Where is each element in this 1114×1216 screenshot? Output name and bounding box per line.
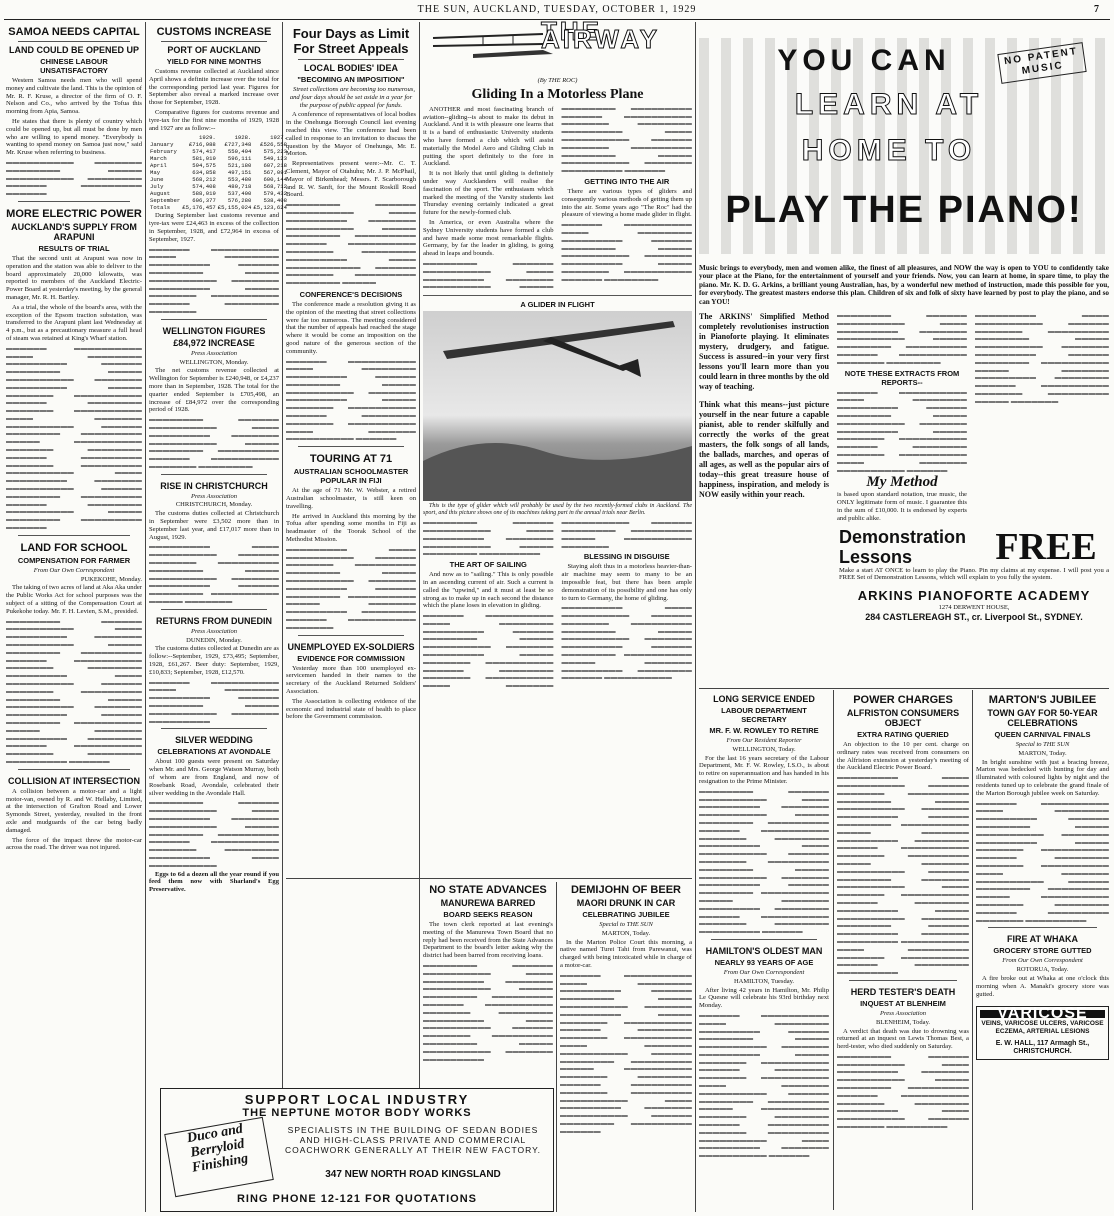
table-cell: April: [150, 162, 167, 170]
subhead: INQUEST AT BLENHEIM: [860, 998, 946, 1008]
column-demijohn: [560, 882, 692, 1212]
piano-banner: [699, 24, 1109, 264]
table-cell: 600,144: [263, 176, 287, 184]
dateline: ROTORUA, Today.: [1016, 966, 1069, 974]
subhead: EXTRA RATING QUERIED: [857, 730, 949, 739]
credit-line: From Our Own Correspondent: [1002, 957, 1083, 965]
credit-line: Press Association: [190, 349, 238, 357]
article-text: A fire broke out at Whaka at one o'clock this morning when A. Manaki's grocery store was gutted.: [976, 974, 1109, 998]
free-offer-text: Make a start AT ONCE to learn to play the Piano. Pin my claims at my expense. I will post you a FREE Set of Demonstration Lessons, which will explain to you fully the system.: [839, 566, 1109, 582]
table-cell: £716,988: [188, 141, 216, 149]
column-filler: ▬▬▬▬▬▬▬▬ ▬▬▬▬▬▬ ▬▬▬▬▬▬▬▬▬▬ ▬▬▬▬ ▬▬▬▬▬▬▬▬▬ ▬▬▬▬▬▬▬ ▬▬▬▬▬▬▬▬▬▬ ▬▬▬▬▬ ▬▬▬▬▬▬▬▬ ▬▬▬▬▬▬▬▬▬ ▬▬▬▬▬▬ ▬▬▬▬▬▬▬▬▬▬ ▬▬▬▬▬▬▬ ▬▬▬▬▬▬▬▬ ▬▬▬▬▬▬▬▬▬ ▬▬▬▬ ▬▬▬▬▬▬▬▬▬▬ ▬▬▬▬▬▬ ▬▬▬▬▬▬▬ ▬▬▬▬▬▬▬▬▬: [837, 1052, 969, 1131]
headline-herd-tester: HERD TESTER'S DEATH: [850, 986, 956, 997]
free-heading: FREE: [995, 525, 1097, 568]
article-text: The town clerk reported at last evening's meeting of the Manurewa Town Board that no reply had been received from the State Advances Department to the board's letter asking why the district had been barred from receiving loans.: [423, 921, 553, 960]
headline-christchurch: RISE IN CHRISTCHURCH: [160, 480, 268, 491]
column-filler: ▬▬▬▬▬▬▬▬ ▬▬▬▬▬▬ ▬▬▬▬▬▬▬▬▬▬ ▬▬▬▬ ▬▬▬▬▬▬▬▬▬ ▬▬▬▬▬▬▬ ▬▬▬▬▬▬▬▬▬▬ ▬▬▬▬▬ ▬▬▬▬▬▬▬▬ ▬▬▬▬▬▬▬▬▬ ▬▬▬▬▬▬ ▬▬▬▬▬▬▬▬▬▬ ▬▬▬▬▬▬▬ ▬▬▬▬▬▬▬▬ ▬▬▬▬▬▬▬▬▬ ▬▬▬▬ ▬▬▬▬▬▬▬▬▬▬ ▬▬▬▬▬▬ ▬▬▬▬▬▬▬ ▬▬▬▬▬▬▬▬▬ ▬▬▬▬▬▬▬▬ ▬▬▬▬▬ ▬▬▬▬▬▬▬▬▬▬ ▬▬▬▬▬▬▬ ▬▬▬▬▬▬▬▬▬ ▬▬▬▬▬▬ ▬▬▬▬▬▬▬▬ ▬▬▬▬▬▬▬▬▬▬ ▬▬▬▬▬ ▬▬▬▬▬▬▬ ▬▬▬▬▬▬▬▬▬ ▬▬▬▬▬▬▬▬ ▬▬▬▬▬▬ ▬▬▬▬▬▬▬▬▬▬ ▬▬▬▬▬▬▬ ▬▬▬▬▬▬▬▬ ▬▬▬▬▬▬▬▬▬ ▬▬▬▬▬▬: [6, 617, 142, 765]
credit-line: Press Association: [190, 627, 238, 635]
subhead: EVIDENCE FOR COMMISSION: [297, 653, 405, 663]
divider: [988, 927, 1097, 928]
table-cell: 538,408: [263, 197, 287, 205]
banner-line-4: PLAY THE PIANO!: [725, 189, 1083, 231]
article-text: He arrived in Auckland this morning by the Tofua after spending some months in Fiji as headmaster of the Toorak School of the Methodist Mission.: [286, 512, 416, 544]
table-cell: 568,712: [263, 183, 287, 191]
column-3: [286, 24, 416, 874]
column-filler: ▬▬▬▬▬▬▬▬▬ ▬▬▬▬ ▬▬▬▬▬▬▬▬▬▬ ▬▬▬▬▬▬ ▬▬▬▬▬▬▬ ▬▬▬▬▬▬▬▬▬ ▬▬▬▬▬▬▬▬ ▬▬▬▬▬ ▬▬▬▬▬▬▬▬▬▬ ▬▬▬▬▬▬▬ ▬▬▬▬▬▬▬▬▬ ▬▬▬▬▬▬ ▬▬▬▬▬▬▬▬ ▬▬▬▬▬▬▬▬▬▬ ▬▬▬▬▬ ▬▬▬▬▬▬▬ ▬▬▬▬▬▬▬▬▬ ▬▬▬▬▬▬▬▬ ▬▬▬▬▬▬ ▬▬▬▬▬▬▬▬▬▬ ▬▬▬▬▬▬▬: [286, 545, 416, 631]
headline-samoa: SAMOA NEEDS CAPITAL: [8, 26, 140, 38]
piano-col-a: [699, 312, 829, 523]
subhead: GROCERY STORE GUTTED: [993, 946, 1092, 956]
subhead: "BECOMING AN IMPOSITION": [297, 75, 405, 84]
airway-body: [423, 105, 692, 291]
subhead: QUEEN CARNIVAL FINALS: [994, 730, 1091, 739]
divider: [298, 446, 404, 447]
article-text: About 100 guests were present on Saturday when Mr. and Mrs. George Watson Murray, both of whom are from England, and now of Rosebank Road, Avondale, celebrated their silver wedding in the Avondale Hall.: [149, 758, 279, 797]
column-filler: ▬▬▬▬▬▬ ▬▬▬▬▬▬▬▬▬▬ ▬▬▬▬ ▬▬▬▬▬▬▬▬ ▬▬▬▬▬▬▬▬▬ ▬▬▬▬▬▬ ▬▬▬▬▬▬▬▬ ▬▬▬▬▬ ▬▬▬▬▬▬▬▬▬▬ ▬▬▬▬▬▬▬ ▬▬▬▬▬▬▬▬▬ ▬▬▬▬▬ ▬▬▬▬▬▬▬ ▬▬▬▬▬▬▬▬▬▬ ▬▬▬▬▬▬ ▬▬▬▬▬▬▬▬ ▬▬▬▬▬▬▬ ▬▬▬▬▬▬▬▬▬▬ ▬▬▬▬ ▬▬▬▬▬▬▬ ▬▬▬▬▬▬▬▬▬▬ ▬▬▬▬▬▬ ▬▬▬▬▬▬▬▬ ▬▬▬▬▬▬▬▬▬ ▬▬▬▬▬ ▬▬▬▬▬▬▬▬▬▬ ▬▬▬▬▬▬▬: [423, 519, 692, 690]
column-rule: [419, 22, 420, 1212]
subhead: COMPENSATION FOR FARMER: [17, 555, 131, 565]
dateline: PUKEKOHE, Monday.: [80, 575, 142, 583]
table-cell: 550,494: [227, 148, 252, 156]
headline-electric: MORE ELECTRIC POWER: [6, 207, 142, 220]
dateline: MARTON, Today.: [601, 929, 651, 937]
divider: [161, 728, 267, 729]
table-row: [149, 162, 288, 169]
article-text: During September last customs revenue and tyre-tax were £24,463 in excess of the collection in September, 1928, and £72,964 in excess of September, 1927.: [149, 212, 279, 243]
table-cell: August: [150, 190, 171, 198]
article-text: The net customs revenue collected at Wellington for September is £240,948, or £4,237 more than in September, 1928. The total for the quarter ended September is £705,498, an increase of £84,972 over the corresponding period of 1928.: [149, 367, 279, 414]
column-filler: ▬▬▬▬▬▬ ▬▬▬▬▬▬▬▬▬▬ ▬▬▬▬ ▬▬▬▬▬▬▬▬ ▬▬▬▬▬▬▬▬▬ ▬▬▬▬▬▬ ▬▬▬▬▬▬▬▬ ▬▬▬▬▬ ▬▬▬▬▬▬▬▬▬▬ ▬▬▬▬▬▬▬ ▬▬▬▬▬▬▬▬▬ ▬▬▬▬▬ ▬▬▬▬▬▬▬ ▬▬▬▬▬▬▬▬▬▬ ▬▬▬▬▬▬ ▬▬▬▬▬▬▬▬ ▬▬▬▬▬▬▬ ▬▬▬▬▬▬▬▬▬▬ ▬▬▬▬ ▬▬▬▬▬▬▬ ▬▬▬▬▬▬▬▬▬▬ ▬▬▬▬▬▬: [286, 357, 416, 443]
article-text: A collision between a motor-car and a light motor-van, owned by R. and W. Hellaby, Limited, at the intersection of Grafton Road and Lower Symonds Street, yesterday, resulted in the front axle and mudguards of the car being badly damaged.: [6, 787, 142, 834]
airway-logo: [423, 16, 692, 76]
table-cell: £5,155,024: [217, 204, 252, 212]
table-cell: 607,218: [263, 162, 287, 170]
article-text: That the second unit at Arapuni was now in operation and the station was able to deliver to the board approximately 20,000 kilowatts, was reported to members of the Auckland Electric-Power Board at yesterday's meeting, by the general manager, Mr. R. H. Bartley.: [6, 254, 142, 301]
headline-state-advances: NO STATE ADVANCES: [429, 884, 547, 896]
dateline: WELLINGTON, Monday.: [179, 358, 249, 366]
academy-street: 284 CASTLEREAGH ST., cr. Liverpool St., SYDNEY.: [865, 612, 1083, 623]
piano-col-b: [837, 312, 967, 523]
table-header: [149, 134, 181, 141]
headline-street-appeals: Four Days as Limit For Street Appeals: [292, 26, 410, 56]
article-text: The customs duties collected at Christchurch in September were £3,502 more than in September last year, and £17,017 more than in August, 1929.: [149, 510, 279, 541]
subhead: TOWN GAY FOR 50-YEAR CELEBRATIONS: [987, 708, 1098, 728]
column-9: [976, 692, 1109, 1210]
table-header: 1927.: [270, 134, 287, 142]
subhead: LABOUR DEPARTMENT SECRETARY: [721, 706, 807, 724]
airway-title: THE AIRWAY: [541, 16, 661, 54]
headline-wellington: WELLINGTON FIGURES: [162, 325, 266, 336]
varicose-brand: VARICOSE: [980, 1010, 1105, 1018]
table-header: 1928.: [234, 134, 252, 142]
photo-caption-title: A GLIDER IN FLIGHT: [520, 300, 595, 310]
table-cell: May: [150, 169, 161, 177]
demo-heading-1: Demonstration: [839, 526, 967, 547]
article-text: The force of the impact threw the motor-car across the road. The driver was not injured.: [6, 836, 142, 852]
article-text: Staying aloft thus in a motorless heavier-than-air machine may seem to many to be an impossible feat, but there has been ample demonstration of its possibility and one has only to turn to Germany, the home of gliding.: [561, 563, 692, 602]
table-cell: 567,091: [263, 169, 287, 177]
divider: [161, 474, 267, 475]
divider: [699, 688, 1109, 689]
ad-company: THE NEPTUNE MOTOR BODY WORKS: [242, 1107, 472, 1119]
ad-arkins-piano: [699, 24, 1109, 684]
subhead: BOARD SEEKS REASON: [443, 910, 533, 919]
table-row: [149, 148, 288, 155]
divider: [18, 201, 130, 202]
table-cell: 537,400: [227, 190, 252, 198]
table-cell: 497,151: [227, 169, 252, 177]
dateline: CHRISTCHURCH, Monday.: [175, 501, 253, 509]
headline-long-service: LONG SERVICE ENDED: [713, 694, 815, 704]
subhead: AUSTRALIAN SCHOOLMASTER POPULAR IN FIJI: [293, 467, 409, 486]
article-text: Customs revenue collected at Auckland since April shows a definite increase over the total for the corresponding period last year. Figures for September also reveal a marked increase over those for September, 1928.: [149, 68, 279, 107]
credit-line: Press Association: [879, 1009, 927, 1017]
table-row: [149, 141, 288, 148]
article-text: In America, or even Australia where the Sydney University students have formed a club and have made some most remarkable flights. Germany, by far the leader in gliding, is going ahead in leaps and bounds.: [423, 218, 554, 258]
table-cell: 596,111: [227, 155, 252, 163]
column-filler: ▬▬▬▬▬▬▬▬ ▬▬▬▬▬▬ ▬▬▬▬▬▬▬▬▬▬ ▬▬▬▬ ▬▬▬▬▬▬▬▬▬ ▬▬▬▬▬▬▬ ▬▬▬▬▬▬▬▬▬▬ ▬▬▬▬▬ ▬▬▬▬▬▬▬▬ ▬▬▬▬▬▬▬▬▬ ▬▬▬▬▬▬ ▬▬▬▬▬▬▬▬▬▬ ▬▬▬▬▬▬▬ ▬▬▬▬▬▬▬▬ ▬▬▬▬▬▬▬▬▬ ▬▬▬▬ ▬▬▬▬▬▬▬▬▬▬▬ ▬▬▬▬▬▬ ▬▬▬▬▬▬▬ ▬▬▬▬▬▬▬▬▬ ▬▬▬▬▬▬▬▬ ▬▬▬▬▬: [286, 201, 416, 287]
piano-intro: Music brings to everybody, men and women alike, the finest of all pleasures, and NOW the way is open to YOU to confidently take your place at the Piano, for the entertainment of yourself and your friends. Now, you can learn at home, in spare time, to play the piano. Mr. K. D. G. Arkins, a brilliant young Australian, has, by a wonderful new method of instruction, made this possible for you, for everybody. The greatest masters endorse this plan. Children of six and folk of sixty have learned by post to play the piano, and so can YOU!: [699, 264, 1109, 306]
piano-my-method: My Method: [866, 474, 938, 491]
subhead: LOCAL BODIES' IDEA: [304, 63, 398, 73]
ad-varicose: [976, 1006, 1109, 1059]
column-filler: ▬▬▬▬▬▬ ▬▬▬▬▬▬▬▬▬▬ ▬▬▬▬ ▬▬▬▬▬▬▬▬ ▬▬▬▬▬▬▬▬▬ ▬▬▬▬▬▬ ▬▬▬▬▬▬▬▬ ▬▬▬▬▬ ▬▬▬▬▬▬▬▬▬▬ ▬▬▬▬▬▬▬ ▬▬▬▬▬▬▬▬▬ ▬▬▬▬▬ ▬▬▬▬▬▬▬ ▬▬▬▬▬▬▬▬▬▬ ▬▬▬▬▬▬ ▬▬▬▬▬▬▬▬ ▬▬▬▬▬▬▬: [149, 245, 279, 315]
table-row: [149, 155, 288, 162]
glider-photo: [423, 311, 692, 501]
article-text: An objection to the 10 per cent. charge on ordinary rates was received from consumers on the Alfriston extension at yesterday's meeting of the Auckland Electric Power Board.: [837, 741, 969, 772]
table-row: [149, 190, 288, 197]
article-text: The taking of two acres of land at Aka Aka under the Public Works Act for school purposes was the subject of a sitting of the Compensation Court at Pukekohe today. Mr. F. H. Levien, S.M., presided.: [6, 584, 143, 615]
article-text: At the age of 71 Mr. W. Webster, a retired Australian schoolmaster, is still keen on travelling.: [286, 487, 416, 510]
subhead: LAND COULD BE OPENED UP: [8, 45, 139, 55]
subhead: CELEBRATIONS AT AVONDALE: [157, 747, 271, 757]
subhead: £84,972 INCREASE: [173, 337, 255, 348]
headline-collision: COLLISION AT INTERSECTION: [8, 775, 140, 786]
column-filler: ▬▬▬▬▬▬▬▬▬ ▬▬▬▬ ▬▬▬▬▬▬▬▬▬▬ ▬▬▬▬▬▬ ▬▬▬▬▬▬▬ ▬▬▬▬▬▬▬▬▬ ▬▬▬▬▬▬▬▬ ▬▬▬▬▬ ▬▬▬▬▬▬▬▬▬▬ ▬▬▬▬▬▬▬ ▬▬▬▬▬▬▬▬▬ ▬▬▬▬▬▬ ▬▬▬▬▬▬▬▬ ▬▬▬▬▬▬▬▬▬▬ ▬▬▬▬▬ ▬▬▬▬▬▬▬ ▬▬▬▬▬▬▬▬▬ ▬▬▬▬▬▬▬▬ ▬▬▬▬▬▬ ▬▬▬▬▬▬▬▬▬▬ ▬▬▬▬▬▬▬ ▬▬▬▬▬▬▬▬▬ ▬▬▬▬▬ ▬▬▬▬▬▬▬ ▬▬▬▬▬▬▬▬▬▬ ▬▬▬▬▬▬ ▬▬▬▬▬▬▬▬ ▬▬▬▬▬▬▬ ▬▬▬▬▬▬▬▬▬▬ ▬▬▬▬ ▬▬▬▬▬▬▬ ▬▬▬▬▬▬▬▬▬▬ ▬▬▬▬▬▬ ▬▬▬▬▬▬▬▬ ▬▬▬▬▬▬▬▬▬ ▬▬▬▬▬ ▬▬▬▬▬▬▬▬▬▬ ▬▬▬▬▬▬▬ ▬▬▬▬▬▬▬▬ ▬▬▬▬▬▬ ▬▬▬▬▬▬▬▬▬ ▬▬▬▬▬▬▬ ▬▬▬▬▬▬▬▬▬ ▬▬▬▬▬▬▬▬▬▬ ▬▬▬▬ ▬▬▬▬▬▬▬▬▬ ▬▬▬▬▬▬▬ ▬▬▬▬▬▬▬▬▬▬ ▬▬▬▬▬▬ ▬▬▬▬▬▬▬▬ ▬▬▬▬▬▬▬▬▬: [837, 774, 969, 977]
column-filler: ▬▬▬▬▬▬ ▬▬▬▬▬▬▬▬▬▬ ▬▬▬▬ ▬▬▬▬▬▬▬▬ ▬▬▬▬▬▬▬▬▬ ▬▬▬▬▬▬ ▬▬▬▬▬▬▬▬ ▬▬▬▬▬ ▬▬▬▬▬▬▬▬▬▬ ▬▬▬▬▬▬▬ ▬▬▬▬▬▬▬▬▬ ▬▬▬▬▬ ▬▬▬▬▬▬▬ ▬▬▬▬▬▬▬▬▬▬ ▬▬▬▬▬▬ ▬▬▬▬▬▬▬▬ ▬▬▬▬▬▬▬ ▬▬▬▬▬▬▬▬▬▬ ▬▬▬▬ ▬▬▬▬▬▬▬ ▬▬▬▬▬▬▬▬▬▬ ▬▬▬▬▬▬ ▬▬▬▬▬▬▬▬ ▬▬▬▬▬▬▬▬▬ ▬▬▬▬▬ ▬▬▬▬▬▬▬▬▬▬ ▬▬▬▬▬▬▬ ▬▬▬▬▬▬▬▬ ▬▬▬▬▬▬ ▬▬▬▬▬▬▬▬▬ ▬▬▬▬▬▬▬ ▬▬▬▬▬▬▬▬▬ ▬▬▬▬▬▬▬▬▬▬ ▬▬▬▬ ▬▬▬▬▬▬▬▬▬ ▬▬▬▬▬▬▬ ▬▬▬▬▬▬▬▬▬▬ ▬▬▬▬▬▬: [699, 1011, 829, 1160]
table-row: [149, 197, 288, 204]
headline-touring: TOURING AT 71: [309, 453, 393, 466]
table-cell: 480,718: [227, 183, 252, 191]
masthead-title: THE SUN, AUCKLAND, TUESDAY, OCTOBER 1, 1929: [417, 4, 697, 15]
headline-dunedin: RETURNS FROM DUNEDIN: [156, 615, 272, 626]
headline-silver-wedding: SILVER WEDDING: [175, 735, 253, 746]
article-deck: Street collections are becoming too numerous, and four days should be set aside in a year for the purpose of public appeal for funds.: [289, 86, 415, 109]
headline-hamilton: HAMILTON'S OLDEST MAN: [705, 945, 823, 956]
subhead: GETTING INTO THE AIR: [584, 176, 670, 186]
credit-line: From Our Resident Reporter: [726, 737, 802, 744]
divider: [298, 59, 404, 60]
article-text: A verdict that death was due to drowning was returned at an inquest on Lewis Thomas Best, a herd-tester, who died suddenly on Saturday.: [837, 1027, 969, 1051]
column-filler: ▬▬▬▬▬▬ ▬▬▬▬▬▬▬▬▬▬ ▬▬▬▬ ▬▬▬▬▬▬▬▬ ▬▬▬▬▬▬▬▬▬ ▬▬▬▬▬▬ ▬▬▬▬▬▬▬▬ ▬▬▬▬▬ ▬▬▬▬▬▬▬▬▬▬ ▬▬▬▬▬▬▬ ▬▬▬▬▬▬▬▬▬ ▬▬▬▬▬ ▬▬▬▬▬▬▬ ▬▬▬▬▬▬▬▬▬▬ ▬▬▬▬▬▬ ▬▬▬▬▬▬▬▬ ▬▬▬▬▬▬▬ ▬▬▬▬▬▬▬▬▬▬ ▬▬▬▬ ▬▬▬▬▬▬▬ ▬▬▬▬▬▬▬▬▬▬ ▬▬▬▬▬▬ ▬▬▬▬▬▬▬▬ ▬▬▬▬▬▬▬▬▬ ▬▬▬▬▬ ▬▬▬▬▬▬▬▬▬▬ ▬▬▬▬▬▬▬ ▬▬▬▬▬▬▬▬ ▬▬▬▬▬▬ ▬▬▬▬▬▬▬▬▬ ▬▬▬▬▬▬▬ ▬▬▬▬▬▬▬▬▬ ▬▬▬▬▬▬▬▬▬▬ ▬▬▬▬ ▬▬▬▬▬▬▬▬▬ ▬▬▬▬▬▬▬ ▬▬▬▬▬▬▬▬▬▬ ▬▬▬▬▬▬ ▬▬▬▬▬▬▬▬ ▬▬▬▬▬▬▬▬▬ ▬▬▬▬▬▬: [560, 971, 692, 1135]
column-filler: ▬▬▬▬▬▬ ▬▬▬▬▬▬▬▬▬▬ ▬▬▬▬ ▬▬▬▬▬▬▬▬ ▬▬▬▬▬▬▬▬▬ ▬▬▬▬▬▬ ▬▬▬▬▬▬▬▬ ▬▬▬▬▬ ▬▬▬▬▬▬▬▬▬▬ ▬▬▬▬▬▬▬ ▬▬▬▬▬▬▬▬▬: [149, 678, 279, 725]
table-cell: 581,019: [192, 155, 216, 163]
subhead: CHINESE LABOUR UNSATISFACTORY: [40, 57, 108, 75]
divider: [18, 535, 130, 536]
column-filler: ▬▬▬▬▬▬▬▬▬ ▬▬▬▬ ▬▬▬▬▬▬▬▬▬▬ ▬▬▬▬▬▬ ▬▬▬▬▬▬▬ ▬▬▬▬▬▬▬▬▬ ▬▬▬▬▬▬▬▬ ▬▬▬▬▬ ▬▬▬▬▬▬▬▬▬▬ ▬▬▬▬▬▬▬ ▬▬▬▬▬▬▬▬▬ ▬▬▬▬▬▬ ▬▬▬▬▬▬▬▬ ▬▬▬▬▬▬▬▬▬▬ ▬▬▬▬▬ ▬▬▬▬▬▬▬ ▬▬▬▬▬▬▬▬▬ ▬▬▬▬▬▬▬▬ ▬▬▬▬▬▬ ▬▬▬▬▬▬▬▬▬▬: [561, 604, 692, 682]
subhead: MR. F. W. ROWLEY TO RETIRE: [709, 726, 819, 735]
piano-testimonial-heading: NOTE THESE EXTRACTS FROM REPORTS--: [844, 368, 960, 387]
credit-line: From Our Own Correspondent: [723, 968, 805, 976]
ad-headline: SUPPORT LOCAL INDUSTRY: [244, 1092, 470, 1107]
column-rule: [145, 22, 146, 1212]
column-stateadv: [423, 882, 553, 1082]
credit-line: Press Association: [190, 492, 238, 500]
table-cell: 588,019: [192, 190, 216, 198]
credit-line: Special to THE SUN: [599, 921, 653, 928]
article-text: Western Samoa needs men who will spend money and cultivate the land. This is the opinion of Mr. R. F. Kruse, a director of the firm of O. F. Nelson and Co., who arrived by the Tofua this morning from Apia, Samoa.: [6, 77, 142, 116]
divider: [161, 41, 267, 42]
subhead: CONFERENCE'S DECISIONS: [299, 289, 403, 299]
piano-my-method-text: is based upon standard notation, true music, the ONLY legitimate form of music. I guarantee this in the sum of £10,000. It is endorsed by experts and public alike.: [837, 491, 967, 522]
table-cell: £526,558: [260, 141, 287, 149]
subhead: PORT OF AUCKLAND: [167, 45, 261, 55]
banner-line-3: HOME TO: [801, 134, 977, 167]
article-text: After living 42 years in Hamilton, Mr. Philip Le Quesne will celebrate his 93rd birthday next Monday.: [699, 986, 829, 1010]
table-row: [149, 183, 288, 190]
column-airway: [423, 16, 692, 874]
piano-columns: [699, 312, 1109, 523]
table-cell: £727,348: [224, 141, 252, 149]
column-filler: ▬▬▬▬▬▬▬▬▬ ▬▬▬▬ ▬▬▬▬▬▬▬▬▬▬ ▬▬▬▬▬▬ ▬▬▬▬▬▬▬ ▬▬▬▬▬▬▬▬▬ ▬▬▬▬▬▬▬▬ ▬▬▬▬▬ ▬▬▬▬▬▬▬▬▬▬ ▬▬▬▬▬▬▬ ▬▬▬▬▬▬▬▬▬ ▬▬▬▬▬▬ ▬▬▬▬▬▬▬▬ ▬▬▬▬▬▬▬▬▬▬ ▬▬▬▬▬ ▬▬▬▬▬▬▬ ▬▬▬▬▬▬▬▬▬ ▬▬▬▬▬▬▬▬ ▬▬▬▬▬▬ ▬▬▬▬▬▬▬▬▬▬ ▬▬▬▬▬▬▬ ▬▬▬▬▬▬▬▬▬ ▬▬▬▬▬ ▬▬▬▬▬▬▬: [975, 312, 1109, 405]
table-cell: 574,408: [192, 183, 216, 191]
column-8: [837, 692, 969, 1210]
dateline: HAMILTON, Tuesday.: [733, 977, 795, 985]
table-cell: 568,212: [192, 176, 216, 184]
table-cell: £5,123,624: [253, 204, 287, 212]
piano-col-c: [975, 312, 1109, 523]
dateline: WELLINGTON, Today.: [732, 745, 796, 753]
table-cell: £5,176,457: [182, 204, 216, 212]
byline: (By THE ROC): [537, 77, 578, 84]
table-cell: 574,417: [192, 148, 216, 156]
table-header: 1929.: [199, 134, 216, 142]
column-filler: ▬▬▬▬▬▬ ▬▬▬▬▬▬▬▬▬▬ ▬▬▬▬ ▬▬▬▬▬▬▬▬ ▬▬▬▬▬▬▬▬▬ ▬▬▬▬▬▬ ▬▬▬▬▬▬▬▬ ▬▬▬▬▬ ▬▬▬▬▬▬▬▬▬▬ ▬▬▬▬▬▬▬ ▬▬▬▬▬▬▬▬▬ ▬▬▬▬▬ ▬▬▬▬▬▬▬ ▬▬▬▬▬▬▬▬▬▬ ▬▬▬▬▬▬ ▬▬▬▬▬▬▬▬: [561, 221, 692, 283]
subhead: YIELD FOR NINE MONTHS: [166, 57, 262, 66]
airway-body-lower: [423, 519, 692, 690]
advert-egg: Eggs to 6d a dozen all the year round if you feed them now with Sharland's Egg Preservative.: [149, 870, 279, 894]
headline-gliding: Gliding In a Motorless Plane: [471, 86, 644, 102]
subhead: AUCKLAND'S SUPPLY FROM ARAPUNI: [11, 221, 137, 242]
column-filler: ▬▬▬▬▬▬ ▬▬▬▬▬▬▬▬▬▬ ▬▬▬▬ ▬▬▬▬▬▬▬▬ ▬▬▬▬▬▬▬▬▬ ▬▬▬▬▬▬ ▬▬▬▬▬▬▬▬ ▬▬▬▬▬ ▬▬▬▬▬▬▬▬▬▬ ▬▬▬▬▬▬▬ ▬▬▬▬▬▬▬▬▬ ▬▬▬▬▬ ▬▬▬▬▬▬▬ ▬▬▬▬▬▬▬▬▬▬ ▬▬▬▬▬▬ ▬▬▬▬▬▬▬▬ ▬▬▬▬▬▬▬ ▬▬▬▬▬▬▬▬▬▬ ▬▬▬▬ ▬▬▬▬▬▬▬ ▬▬▬▬▬▬▬▬▬▬ ▬▬▬▬▬▬ ▬▬▬▬▬▬▬▬ ▬▬▬▬▬▬▬▬▬ ▬▬▬▬▬ ▬▬▬▬▬▬▬▬▬▬ ▬▬▬▬▬▬▬ ▬▬▬▬▬▬▬▬ ▬▬▬▬▬▬ ▬▬▬▬▬▬▬▬▬ ▬▬▬▬▬▬▬ ▬▬▬▬▬▬▬▬▬: [976, 799, 1109, 924]
article-text: In bright sunshine with just a bracing breeze, Marton was bedecked with bunting for day and illuminated with coloured lights by night and the residents tuned up to celebrate the grand finale of the Marton Borough jubilee week on Saturday.: [976, 758, 1109, 797]
subhead: THE ART OF SAILING: [449, 560, 527, 570]
article-text: The conference made a resolution giving it as the opinion of the meeting that street collections were far too numerous. The meeting considered that the number of appeals had reached the stage where it would be come an imposition on the good nature of the generous section of the community.: [286, 300, 416, 355]
article-text: The customs duties collected at Dunedin are as follow:--September, 1929, £73,495; September, 1928, £61,267. Beer duty: September, 1929, £10,833; September, 1928, £12,570.: [149, 645, 279, 676]
divider: [711, 939, 817, 940]
glider-silhouette: [423, 311, 692, 501]
divider: [161, 609, 267, 610]
academy-house: 1274 DERWENT HOUSE,: [938, 604, 1010, 612]
column-2: [149, 24, 287, 1210]
column-filler: ▬▬▬▬▬▬▬▬ ▬▬▬▬▬▬ ▬▬▬▬▬▬▬▬▬▬ ▬▬▬▬ ▬▬▬▬▬▬▬▬▬ ▬▬▬▬▬▬▬ ▬▬▬▬▬▬▬▬▬▬ ▬▬▬▬▬ ▬▬▬▬▬▬▬▬ ▬▬▬▬▬▬▬▬▬ ▬▬▬▬▬▬ ▬▬▬▬▬▬▬▬▬▬ ▬▬▬▬▬▬▬ ▬▬▬▬▬▬▬▬ ▬▬▬▬▬▬▬▬▬ ▬▬▬▬ ▬▬▬▬▬▬▬▬▬▬ ▬▬▬▬▬▬ ▬▬▬▬▬▬▬ ▬▬▬▬▬▬▬▬▬ ▬▬▬▬▬▬▬▬ ▬▬▬▬▬ ▬▬▬▬▬▬▬▬▬▬ ▬▬▬▬▬▬▬ ▬▬▬▬▬▬▬▬▬ ▬▬▬▬▬▬ ▬▬▬▬▬▬▬▬ ▬▬▬▬▬▬▬▬▬▬ ▬▬▬▬▬ ▬▬▬▬▬▬▬ ▬▬▬▬▬▬▬▬▬ ▬▬▬▬▬▬▬▬ ▬▬▬▬▬▬ ▬▬▬▬▬▬▬▬▬▬ ▬▬▬▬▬▬▬ ▬▬▬▬▬▬▬▬ ▬▬▬▬▬▬▬▬▬ ▬▬▬▬▬▬: [699, 787, 829, 936]
dateline: DUNEDIN, Monday.: [186, 636, 242, 644]
table-cell: 594,575: [192, 162, 216, 170]
headline-demijohn: DEMIJOHN OF BEER: [570, 884, 681, 896]
table-cell: Totals: [150, 204, 171, 212]
headline-unemployed: UNEMPLOYED EX-SOLDIERS: [287, 641, 415, 652]
piano-demo-block: [699, 527, 1109, 567]
table-cell: 549,123: [263, 155, 287, 163]
subhead: CELEBRATING JUBILEE: [582, 910, 670, 919]
divider: [849, 980, 957, 981]
academy-name: ARKINS PIANOFORTE ACADEMY: [857, 588, 1091, 604]
headline-fire-whaka: FIRE AT WHAKA: [1007, 934, 1078, 945]
table-cell: 606,377: [192, 197, 216, 205]
ad-phone: RING PHONE 12-121 FOR QUOTATIONS: [236, 1193, 477, 1205]
article-text: It is not likely that until gliding is definitely under way Aucklanders will realise the fascination of the sport. The enthusiasm which marked the meeting of the Varsity students last Thursday evening certainly indicated a great future for the newly-formed club.: [423, 170, 554, 217]
column-rule: [695, 22, 696, 1212]
page-number: 7: [1094, 4, 1100, 15]
banner-line-2: LEARN AT: [794, 88, 984, 121]
table-cell: 579,432: [263, 190, 287, 198]
column-filler: ▬▬▬▬▬▬ ▬▬▬▬▬▬▬▬▬▬ ▬▬▬▬ ▬▬▬▬▬▬▬▬ ▬▬▬▬▬▬▬▬▬ ▬▬▬▬▬▬ ▬▬▬▬▬▬▬▬ ▬▬▬▬▬ ▬▬▬▬▬▬▬▬▬▬ ▬▬▬▬▬▬▬ ▬▬▬▬▬▬▬▬▬ ▬▬▬▬▬ ▬▬▬▬▬▬▬ ▬▬▬▬▬▬▬▬▬▬ ▬▬▬▬▬▬ ▬▬▬▬▬▬▬▬ ▬▬▬▬▬▬▬ ▬▬▬▬▬▬▬▬▬▬ ▬▬▬▬ ▬▬▬▬▬▬▬ ▬▬▬▬▬▬▬▬▬▬ ▬▬▬▬▬▬ ▬▬▬▬▬▬▬▬ ▬▬▬▬▬▬▬▬▬ ▬▬▬▬▬ ▬▬▬▬▬▬▬▬▬▬ ▬▬▬▬▬▬▬ ▬▬▬▬▬▬▬▬ ▬▬▬▬▬▬ ▬▬▬▬▬▬▬▬▬ ▬▬▬▬▬▬▬ ▬▬▬▬▬▬▬▬▬ ▬▬▬▬▬▬▬▬▬▬ ▬▬▬▬ ▬▬▬▬▬▬▬▬▬ ▬▬▬▬▬▬▬ ▬▬▬▬▬▬▬▬▬▬ ▬▬▬▬▬▬ ▬▬▬▬▬▬▬▬ ▬▬▬▬▬▬▬▬▬ ▬▬▬▬▬▬ ▬▬▬▬▬▬▬▬ ▬▬▬▬▬▬▬▬▬▬ ▬▬▬▬▬ ▬▬▬▬▬▬▬▬ ▬▬▬▬▬▬▬▬▬ ▬▬▬▬▬▬: [6, 344, 142, 532]
column-filler: ▬▬▬▬▬▬▬▬▬▬ ▬▬▬▬▬▬▬ ▬▬▬▬▬▬▬▬ ▬▬▬▬▬ ▬▬▬▬▬▬▬▬▬▬ ▬▬▬▬▬▬▬▬ ▬▬▬▬▬▬ ▬▬▬▬▬▬▬▬▬ ▬▬▬▬▬▬: [6, 158, 142, 198]
table-row: [149, 176, 288, 183]
subhead: MANUREWA BARRED: [440, 898, 536, 908]
varicose-list: VEINS, VARICOSE ULCERS, VARICOSE ECZEMA, ARTERIAL LESIONS: [981, 1020, 1104, 1036]
table-cell: 553,480: [227, 176, 252, 184]
table-total-row: [149, 204, 288, 211]
credit-line: From Our Own Correspondent: [33, 566, 115, 574]
headline-land-school: LAND FOR SCHOOL: [20, 541, 128, 554]
article-text: Representatives present were:--Mr. C. T. Clement, Mayor of Otahuhu; Mr. J. P. McPhail, Mayor of Birkenhead; Messrs. F. Scarborough and R. W. Sanft, for the Mount Roskill Road Board.: [286, 160, 416, 199]
piano-think: Think what this means--just picture yourself in the near future a capable pianist, able to render skilfully and correctly the works of the great masters, the folk songs of all lands, the ballads, marches, and operas of all ages, as well as the popular airs of today--this great treasure house of happiness, inspiration, and melody is NOW easily within your reach.: [699, 400, 829, 500]
varicose-agent: E. W. HALL, 117 Armagh St., CHRISTCHURCH.: [995, 1040, 1090, 1055]
subhead: ALFRISTON CONSUMERS OBJECT: [846, 708, 960, 728]
table-cell: March: [150, 155, 167, 163]
ad-neptune-motor: [160, 1088, 554, 1212]
column-filler: ▬▬▬▬▬▬▬▬ ▬▬▬▬▬▬ ▬▬▬▬▬▬▬▬▬▬ ▬▬▬▬ ▬▬▬▬▬▬▬▬▬ ▬▬▬▬▬▬▬ ▬▬▬▬▬▬▬▬▬▬ ▬▬▬▬▬ ▬▬▬▬▬▬▬▬ ▬▬▬▬▬▬▬▬▬ ▬▬▬▬▬▬ ▬▬▬▬▬▬▬▬▬▬ ▬▬▬▬▬▬▬ ▬▬▬▬▬▬▬▬: [149, 416, 279, 470]
column-filler: ▬▬▬▬▬▬▬▬ ▬▬▬▬▬▬ ▬▬▬▬▬▬▬▬▬▬ ▬▬▬▬ ▬▬▬▬▬▬▬▬▬ ▬▬▬▬▬▬▬ ▬▬▬▬▬▬▬▬▬▬ ▬▬▬▬▬ ▬▬▬▬▬▬▬▬ ▬▬▬▬▬▬▬▬▬ ▬▬▬▬▬▬ ▬▬▬▬▬▬▬▬▬▬ ▬▬▬▬▬▬▬ ▬▬▬▬▬▬▬▬ ▬▬▬▬▬▬▬▬▬ ▬▬▬▬ ▬▬▬▬▬▬▬▬▬▬: [149, 799, 279, 869]
table-cell: July: [150, 183, 164, 191]
article-text: The Association is collecting evidence of the economic and industrial state of health to place before the Government commission.: [286, 697, 416, 721]
divider: [298, 635, 404, 636]
divider: [423, 295, 692, 296]
dateline: MARTON, Today.: [1018, 749, 1067, 757]
column-filler: ▬▬▬▬▬▬ ▬▬▬▬▬▬▬▬▬▬ ▬▬▬▬ ▬▬▬▬▬▬▬▬ ▬▬▬▬▬▬▬▬▬ ▬▬▬▬▬▬ ▬▬▬▬▬▬▬▬ ▬▬▬▬▬ ▬▬▬▬▬▬▬▬▬▬ ▬▬▬▬▬▬▬ ▬▬▬▬▬▬▬▬▬ ▬▬▬▬▬ ▬▬▬▬▬▬▬ ▬▬▬▬▬▬▬▬▬▬ ▬▬▬▬▬▬ ▬▬▬▬▬▬▬▬ ▬▬▬▬▬▬▬ ▬▬▬▬▬▬▬▬▬▬ ▬▬▬▬ ▬▬▬▬▬▬▬ ▬▬▬▬▬▬▬▬▬▬ ▬▬▬▬▬▬: [837, 388, 967, 474]
article-text: A conference of representatives of local bodies in the Onehunga Borough Council last evening reached this view. The conference had been called in response to an invitation to discuss the question by the Mayor of Onehunga, Mr. E. Morton.: [286, 111, 416, 158]
column-rule: [972, 690, 973, 1210]
table-cell: 575,223: [263, 148, 287, 156]
column-filler: ▬▬▬▬▬▬▬▬ ▬▬▬▬▬▬ ▬▬▬▬▬▬▬▬▬▬ ▬▬▬▬ ▬▬▬▬▬▬▬▬▬ ▬▬▬▬▬▬▬ ▬▬▬▬▬▬▬▬▬▬ ▬▬▬▬▬ ▬▬▬▬▬▬▬▬ ▬▬▬▬▬▬▬▬▬: [423, 519, 554, 558]
ad-body: SPECIALISTS IN THE BUILDING OF SEDAN BODIES AND HIGH-CLASS PRIVATE AND COMMERCIAL COACHWORK GENERALLY AT THEIR NEW FACTORY.: [284, 1125, 542, 1155]
customs-table: [149, 134, 288, 211]
headline-marton-jubilee: MARTON'S JUBILEE: [988, 694, 1097, 706]
table-header-row: [149, 134, 288, 141]
table-cell: January: [150, 141, 174, 149]
article-text: Yesterday more than 100 unemployed ex-servicemen handed in their names to the secretary of the Auckland Returned Soldiers' Association.: [286, 664, 416, 695]
column-rule: [556, 882, 557, 1212]
article-text: In the Marton Police Court this morning, a native named Turei Tahi from Parewanui, was charged with being intoxicated while in charge of a motor-car.: [560, 938, 692, 969]
article-text: He states that there is plenty of country which could be opened up, but all must be done by men who are willing to spend money. "Everybody is wanting to spend money on Samoa just now," said Mr. Kruse when referring to business.: [6, 117, 142, 157]
banner-line-1: YOU CAN: [777, 44, 951, 77]
article-text: As a trial, the whole of the board's area, with the exception of the Epsom traction substation, was transferred to the Arapuni plant last Wednesday at 4 p.m., but as a precautionary measure a full head of steam was retained at King's Wharf station.: [6, 303, 142, 342]
table-cell: 634,858: [192, 169, 216, 177]
divider: [18, 769, 130, 770]
headline-power-charges: POWER CHARGES: [853, 694, 953, 706]
divider: [286, 878, 692, 879]
article-text: Comparative figures for customs revenue and tyre-tax for the first nine months of 1929, 1928 and 1927 are as follow:--: [149, 108, 279, 132]
column-filler: ▬▬▬▬▬▬▬▬ ▬▬▬▬▬▬ ▬▬▬▬▬▬▬▬▬▬ ▬▬▬▬ ▬▬▬▬▬▬▬▬▬ ▬▬▬▬▬▬▬ ▬▬▬▬▬▬▬▬▬▬ ▬▬▬▬▬ ▬▬▬▬▬▬▬▬ ▬▬▬▬▬▬▬▬▬ ▬▬▬▬▬▬ ▬▬▬▬▬▬▬▬▬▬ ▬▬▬▬▬▬▬ ▬▬▬▬▬▬▬▬ ▬▬▬▬▬▬▬▬▬ ▬▬▬▬ ▬▬▬▬▬▬▬▬▬▬ ▬▬▬▬▬▬ ▬▬▬▬▬▬▬ ▬▬▬▬▬▬▬▬▬ ▬▬▬▬▬▬▬▬ ▬▬▬▬▬ ▬▬▬▬▬▬▬▬▬▬ ▬▬▬▬▬▬▬ ▬▬▬▬▬▬▬▬▬: [423, 961, 553, 1063]
table-cell: June: [150, 176, 164, 184]
table-cell: 576,280: [227, 197, 252, 205]
divider: [18, 41, 130, 42]
divider: [161, 319, 267, 320]
demo-heading-2: Lessons: [839, 546, 913, 567]
ad-address: 347 NEW NORTH ROAD KINGSLAND: [325, 1169, 501, 1180]
column-rule: [833, 690, 834, 1210]
subhead: NEARLY 93 YEARS OF AGE: [714, 957, 814, 967]
article-text: There are various types of gliders and consequently various methods of getting them up into the air. Some years ago "The Roc" had the pleasure of viewing a home made glider in flight.: [561, 187, 692, 219]
piano-method: The ARKINS' Simplified Method completely revolutionises instruction in Pianoforte playing. It eliminates mystery, drudgery, and fatigue. Success is assured--in your very first lessons you'll learn more than you could learn in three months by the old way of teaching.: [699, 312, 829, 392]
column-7: [699, 692, 829, 1210]
ad-finish-logo: Duco and Berryloid Finishing: [164, 1117, 274, 1197]
article-text: For the last 16 years secretary of the Labour Department, Mr. F. W. Rowley, I.S.O., is about to retire on superannuation and has handed in his resignation to the Prime Minister.: [699, 754, 829, 785]
table-cell: September: [150, 197, 181, 205]
subhead: RESULTS OF TRIAL: [38, 243, 110, 253]
dateline: BLENHEIM, Today.: [875, 1018, 931, 1026]
column-1: [6, 24, 142, 1210]
no-patent-stamp: NO PATENT MUSIC: [997, 42, 1086, 84]
table-row: [149, 169, 288, 176]
subhead: MAORI DRUNK IN CAR: [576, 898, 676, 908]
article-text: ANOTHER and most fascinating branch of aviation--gliding--is about to make its debut in Auckland. And it is with pleasure one learns that it is a band of enthusiastic University students who have formed a club which will assist materially the Model Aero and Gliding Club in putting the sport definitely to the fore in Auckland.: [423, 105, 554, 168]
article-text: And now as to "sailing." This is only possible in an ascending current of air. Such a current is called the "upwind," and it must at least be so strong as to make up in each second the distance which the plane loses in elevation in gliding.: [423, 571, 554, 610]
photo-caption: This is the type of glider which will probably be used by the two recently-formed clubs in Auckland. The sport, and this picture shows one of its machines taking part in the annual trials near Berlin.: [423, 503, 692, 517]
credit-line: Special to THE SUN: [1015, 741, 1070, 748]
column-filler: ▬▬▬▬▬▬▬▬ ▬▬▬▬▬▬ ▬▬▬▬▬▬▬▬▬▬ ▬▬▬▬ ▬▬▬▬▬▬▬▬▬ ▬▬▬▬▬▬▬ ▬▬▬▬▬▬▬▬▬▬ ▬▬▬▬▬ ▬▬▬▬▬▬▬▬ ▬▬▬▬▬▬▬▬▬ ▬▬▬▬▬▬ ▬▬▬▬▬▬▬▬▬▬ ▬▬▬▬▬▬▬ ▬▬▬▬▬▬▬▬: [837, 312, 967, 366]
column-filler: ▬▬▬▬▬▬▬▬ ▬▬▬▬▬▬ ▬▬▬▬▬▬▬▬▬▬ ▬▬▬▬ ▬▬▬▬▬▬▬▬▬ ▬▬▬▬▬▬▬ ▬▬▬▬▬▬▬▬▬▬ ▬▬▬▬▬ ▬▬▬▬▬▬▬▬ ▬▬▬▬▬▬▬▬▬ ▬▬▬▬▬▬ ▬▬▬▬▬▬▬▬▬▬ ▬▬▬▬▬▬▬ ▬▬▬▬▬▬▬▬ ▬▬▬▬▬▬▬▬▬ ▬▬▬▬ ▬▬▬▬▬▬▬▬▬▬ ▬▬▬▬▬▬ ▬▬▬▬▬▬▬ ▬▬▬▬▬▬▬▬▬ ▬▬▬▬▬▬▬▬ ▬▬▬▬▬ ▬▬▬▬▬▬▬▬▬▬ ▬▬▬▬▬▬▬ ▬▬▬▬▬▬▬▬▬ ▬▬▬▬▬▬: [423, 104, 692, 291]
table-cell: February: [150, 148, 177, 156]
column-filler: ▬▬▬▬▬▬▬▬▬ ▬▬▬▬ ▬▬▬▬▬▬▬▬▬▬ ▬▬▬▬▬▬ ▬▬▬▬▬▬▬ ▬▬▬▬▬▬▬▬▬ ▬▬▬▬▬▬▬▬ ▬▬▬▬▬ ▬▬▬▬▬▬▬▬▬▬ ▬▬▬▬▬▬▬ ▬▬▬▬▬▬▬▬▬ ▬▬▬▬▬▬ ▬▬▬▬▬▬▬▬ ▬▬▬▬▬▬▬▬▬▬ ▬▬▬▬▬ ▬▬▬▬▬▬▬: [149, 543, 279, 606]
table-cell: 521,180: [227, 162, 252, 170]
subhead: BLESSING IN DISGUISE: [583, 552, 670, 562]
headline-customs: CUSTOMS INCREASE: [156, 26, 272, 38]
